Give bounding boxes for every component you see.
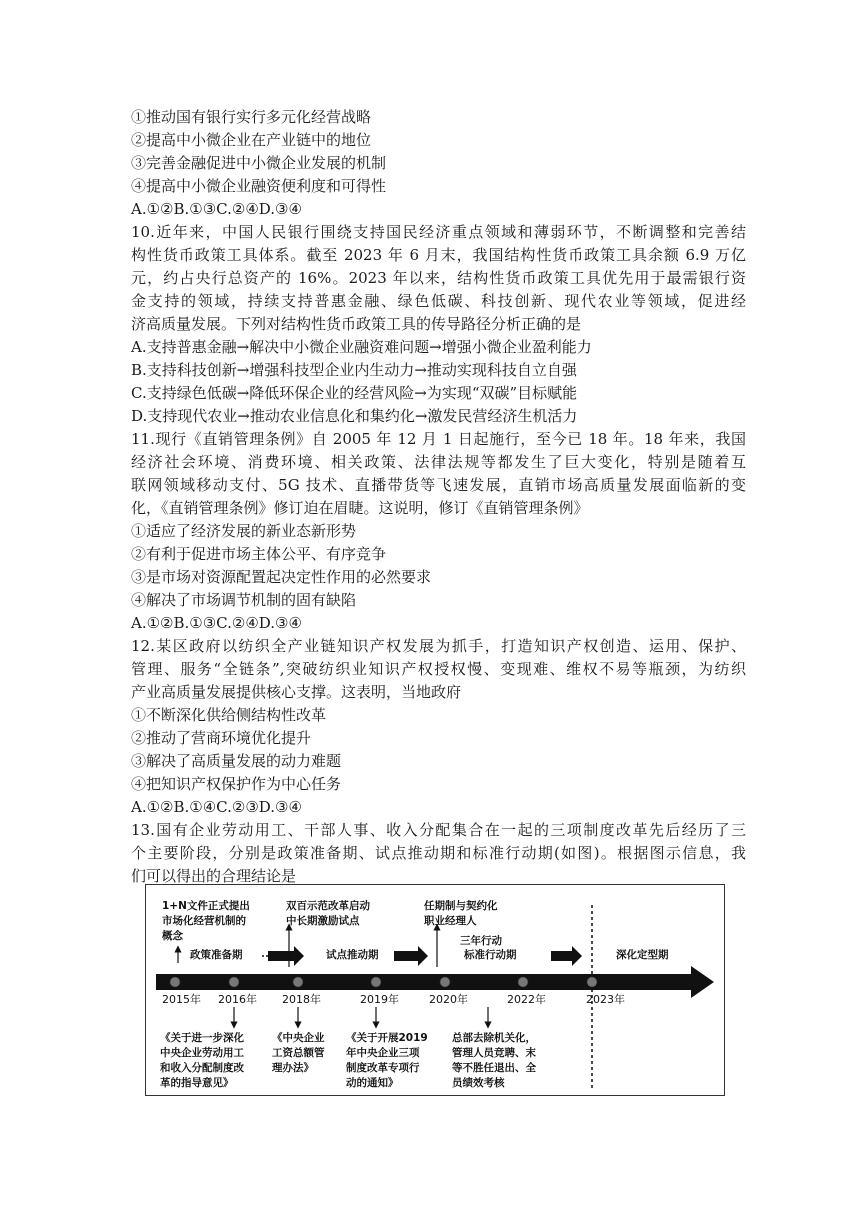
event-2020-three-year: 三年行动 xyxy=(460,935,502,947)
q10-stem-line: 10.近年来，中国人民银行围绕支持国民经济重点领域和薄弱环节，不断调整和完善结 xyxy=(131,223,746,241)
year-label: 2020年 xyxy=(429,993,468,1006)
event-2020-line: 职业经理人 xyxy=(424,915,477,927)
year-label: 2022年 xyxy=(507,993,546,1006)
q11-option-2: ②有利于促进市场主体公平、有序竞争 xyxy=(131,545,387,563)
year-label: 2018年 xyxy=(282,993,321,1006)
doc-2018-line: 工资总额管 xyxy=(272,1047,325,1059)
event-2018-line: 中长期激励试点 xyxy=(286,915,360,927)
phase-label-standard: 标准行动期 xyxy=(464,949,517,961)
q11-stem-line: 11.现行《直销管理条例》自 2005 年 12 月 1 日起施行，至今已 18 年。18 年来，我国 xyxy=(131,430,746,448)
year-label: 2016年 xyxy=(218,993,257,1006)
q13-stem-line: 们可以得出的合理结论是 xyxy=(131,867,297,885)
q9-option-4: ④提高中小微企业融资便利度和可得性 xyxy=(131,177,387,195)
year-label: 2023年 xyxy=(586,993,625,1006)
q11-stem-line: 化，《直销管理条例》修订迫在眉睫。这说明，修订《直销管理条例》 xyxy=(131,499,589,517)
doc-2019-line: 《关于开展2019 xyxy=(346,1032,428,1044)
phase-label-prep: 政策准备期 xyxy=(190,949,243,961)
phase-label-pilot: 试点推动期 xyxy=(326,949,379,961)
q9-answers: A.①②B.①③C.②④D.③④ xyxy=(131,200,302,218)
q10-option-d: D.支持现代农业→推动农业信息化和集约化→激发民营经济生机活力 xyxy=(131,407,578,425)
measure-2021-line: 管理人员竞聘、末 xyxy=(452,1047,536,1059)
phase-arrow xyxy=(268,946,304,966)
doc-2016-line: 《关于进一步深化 xyxy=(160,1032,244,1044)
q9-option-1: ①推动国有银行实行多元化经营战略 xyxy=(131,108,372,126)
doc-2019-line: 制度改革专项行 xyxy=(346,1062,420,1074)
q11-answers: A.①②B.①③C.②④D.③④ xyxy=(131,614,302,632)
q10-option-b: B.支持科技创新→增强科技型企业内生动力→推动实现科技自立自强 xyxy=(131,361,577,379)
q11-option-3: ③是市场对资源配置起决定性作用的必然要求 xyxy=(131,568,432,586)
doc-2018-line: 理办法》 xyxy=(272,1062,314,1074)
year-dot-2019 xyxy=(371,977,381,987)
reform-timeline-figure xyxy=(145,884,725,1096)
q12-stem-line: 管理、服务“全链条”,突破纺织业知识产权授权慢、变现难、维权不易等瓶颈，为纺织 xyxy=(131,660,746,678)
phase-arrow xyxy=(551,946,582,966)
year-dot-2023 xyxy=(587,977,597,987)
q11-stem-line: 联网领域移动支付、5G 技术、直播带货等飞速发展，直销市场高质量发展面临新的变 xyxy=(131,476,746,494)
doc-2016-line: 和收入分配制度改 xyxy=(160,1062,244,1074)
event-2018-line: 双百示范改革启动 xyxy=(286,900,370,912)
q12-option-3: ③解决了高质量发展的动力难题 xyxy=(131,752,342,770)
measure-2021-line: 员绩效考核 xyxy=(452,1077,505,1089)
q10-option-c: C.支持绿色低碳→降低环保企业的经营风险→为实现“双碳”目标赋能 xyxy=(131,384,578,402)
year-dot-2022 xyxy=(518,977,528,987)
doc-2016-line: 革的指导意见》 xyxy=(160,1077,234,1089)
measure-2021-line: 等不胜任退出、全 xyxy=(452,1062,536,1074)
q10-stem-line: 构性货币政策工具体系。截至 2023 年 6 月末，我国结构性货币政策工具余额 6.9 万亿 xyxy=(131,246,746,264)
measure-2021-line: 总部去除机关化， xyxy=(452,1032,536,1044)
q12-option-4: ④把知识产权保护作为中心任务 xyxy=(131,775,342,793)
event-2015-line: 市场化经营机制的 xyxy=(162,915,246,927)
event-2020-line: 任期制与契约化 xyxy=(424,900,498,912)
event-2015-line: 1+N文件正式提出 xyxy=(162,900,250,912)
q12-answers: A.①②B.①④C.②③D.③④ xyxy=(131,798,302,816)
doc-2018-line: 《中央企业 xyxy=(272,1032,325,1044)
doc-2019-line: 动的通知》 xyxy=(346,1077,399,1089)
q11-option-1: ①适应了经济发展的新业态新形势 xyxy=(131,522,357,540)
q10-stem-line: 元，约占央行总资产的 16%。2023 年以来，结构性货币政策工具优先用于最需银行资 xyxy=(131,269,746,287)
year-label: 2015年 xyxy=(162,993,201,1006)
q12-stem-line: 产业高质量发展提供核心支撑。这表明，当地政府 xyxy=(131,683,462,701)
event-2015-line: 概念 xyxy=(162,930,183,942)
year-dot-2016 xyxy=(229,977,239,987)
year-dot-2020 xyxy=(440,977,450,987)
q13-stem-line: 13.国有企业劳动用工、干部人事、收入分配集合在一起的三项制度改革先后经历了三 xyxy=(131,821,746,839)
phase-label-deep: 深化定型期 xyxy=(616,949,669,961)
year-dot-2018 xyxy=(293,977,303,987)
q12-stem-line: 12.某区政府以纺织全产业链知识产权发展为抓手，打造知识产权创造、运用、保护、 xyxy=(131,637,746,655)
q11-option-4: ④解决了市场调节机制的固有缺陷 xyxy=(131,591,357,609)
doc-2016-line: 中央企业劳动用工 xyxy=(160,1047,244,1059)
q9-option-2: ②提高中小微企业在产业链中的地位 xyxy=(131,131,372,149)
q10-option-a: A.支持普惠金融→解决中小微企业融资难问题→增强小微企业盈利能力 xyxy=(131,338,592,356)
year-label: 2019年 xyxy=(360,993,399,1006)
q9-option-3: ③完善金融促进中小微企业发展的机制 xyxy=(131,154,387,172)
doc-2019-line: 年中央企业三项 xyxy=(346,1047,420,1059)
q11-stem-line: 经济社会环境、消费环境、相关政策、法律法规等都发生了巨大变化，特别是随着互 xyxy=(131,453,746,471)
q10-stem-line: 金支持的领域，持续支持普惠金融、绿色低碳、科技创新、现代农业等领域，促进经 xyxy=(131,292,746,310)
q12-option-2: ②推动了营商环境优化提升 xyxy=(131,729,312,747)
q12-option-1: ①不断深化供给侧结构性改革 xyxy=(131,706,327,724)
year-dot-2015 xyxy=(170,977,180,987)
phase-arrow xyxy=(394,946,428,966)
q10-stem-line: 济高质量发展。下列对结构性货币政策工具的传导路径分析正确的是 xyxy=(131,315,582,333)
q13-stem-line: 个主要阶段，分别是政策准备期、试点推动期和标准行动期(如图)。根据图示信息，我 xyxy=(131,844,746,862)
